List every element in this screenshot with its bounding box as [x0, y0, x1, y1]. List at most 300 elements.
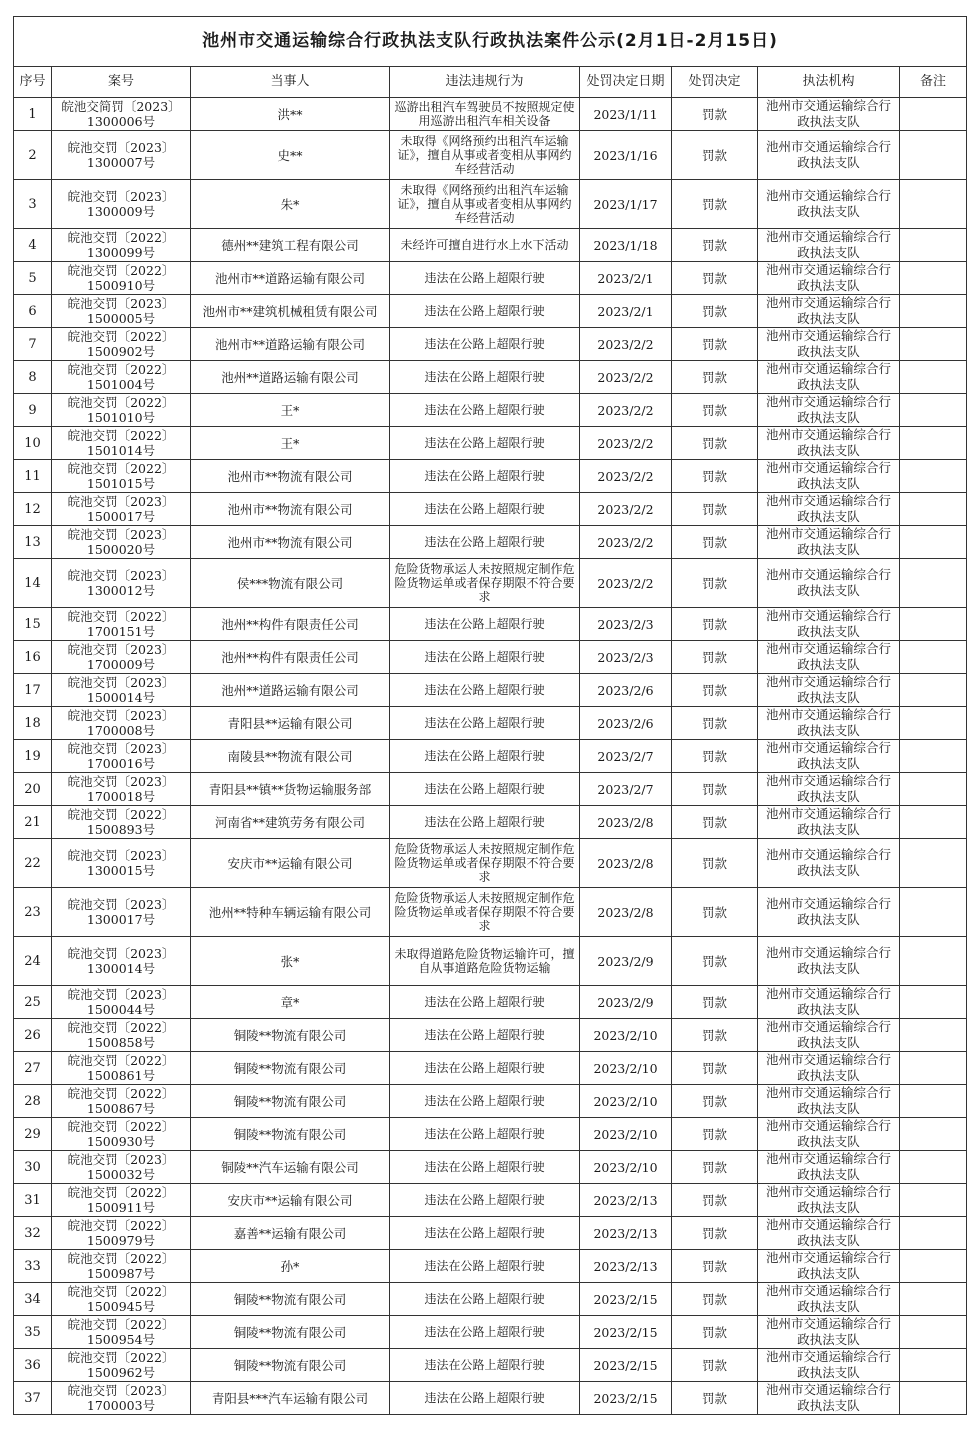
- decision-type: 罚款: [672, 1382, 758, 1415]
- header-note: 备注: [900, 67, 967, 98]
- case-number: 皖池交罚〔2022〕1500893号: [52, 806, 191, 839]
- case-number: 皖池交罚〔2023〕1700008号: [52, 707, 191, 740]
- row-number: 10: [14, 427, 52, 460]
- case-number: 皖池交罚〔2022〕1500945号: [52, 1283, 191, 1316]
- party-name: 池州市**物流有限公司: [191, 493, 390, 526]
- decision-type: 罚款: [672, 1316, 758, 1349]
- header-row: [14, 67, 967, 98]
- violation-text: 违法在公路上超限行驶: [390, 674, 580, 707]
- case-number: 皖池交罚〔2022〕1500858号: [52, 1019, 191, 1052]
- decision-type: 罚款: [672, 937, 758, 986]
- decision-type: 罚款: [672, 986, 758, 1019]
- agency-name: 池州市交通运输综合行政执法支队: [758, 1250, 900, 1283]
- row-number: 21: [14, 806, 52, 839]
- row-number: 22: [14, 839, 52, 888]
- decision-date: 2023/2/6: [580, 674, 672, 707]
- agency-name: 池州市交通运输综合行政执法支队: [758, 707, 900, 740]
- agency-name: 池州市交通运输综合行政执法支队: [758, 493, 900, 526]
- violation-text: 违法在公路上超限行驶: [390, 1316, 580, 1349]
- row-number: 27: [14, 1052, 52, 1085]
- party-name: 朱*: [191, 180, 390, 229]
- note-cell: [900, 1151, 967, 1184]
- table-row: [14, 937, 967, 986]
- row-number: 35: [14, 1316, 52, 1349]
- table-row: [14, 888, 967, 937]
- party-name: 池州**特种车辆运输有限公司: [191, 888, 390, 937]
- case-number: 皖池交罚〔2022〕1500911号: [52, 1184, 191, 1217]
- party-name: 德州**建筑工程有限公司: [191, 229, 390, 262]
- decision-type: 罚款: [672, 131, 758, 180]
- case-number: 皖池交罚〔2023〕1300009号: [52, 180, 191, 229]
- note-cell: [900, 262, 967, 295]
- decision-date: 2023/2/2: [580, 460, 672, 493]
- row-number: 5: [14, 262, 52, 295]
- case-number: 皖池交罚〔2023〕1500032号: [52, 1151, 191, 1184]
- table-row: [14, 1316, 967, 1349]
- party-name: 池州市**道路运输有限公司: [191, 262, 390, 295]
- row-number: 14: [14, 559, 52, 608]
- violation-text: 未取得《网络预约出租汽车运输证》，擅自从事或者变相从事网约车经营活动: [390, 180, 580, 229]
- case-number: 皖池交罚〔2022〕1500979号: [52, 1217, 191, 1250]
- row-number: 33: [14, 1250, 52, 1283]
- note-cell: [900, 674, 967, 707]
- party-name: 池州**构件有限责任公司: [191, 641, 390, 674]
- row-number: 8: [14, 361, 52, 394]
- violation-text: 违法在公路上超限行驶: [390, 1217, 580, 1250]
- case-number: 皖池交罚〔2023〕1300007号: [52, 131, 191, 180]
- agency-name: 池州市交通运输综合行政执法支队: [758, 229, 900, 262]
- note-cell: [900, 839, 967, 888]
- violation-text: 违法在公路上超限行驶: [390, 1184, 580, 1217]
- decision-type: 罚款: [672, 361, 758, 394]
- table-row: [14, 559, 967, 608]
- party-name: 铜陵**物流有限公司: [191, 1118, 390, 1151]
- decision-date: 2023/1/16: [580, 131, 672, 180]
- violation-text: 未取得《网络预约出租汽车运输证》，擅自从事或者变相从事网约车经营活动: [390, 131, 580, 180]
- row-number: 31: [14, 1184, 52, 1217]
- note-cell: [900, 806, 967, 839]
- violation-text: 违法在公路上超限行驶: [390, 1250, 580, 1283]
- case-number: 皖池交罚〔2022〕1300099号: [52, 229, 191, 262]
- decision-type: 罚款: [672, 707, 758, 740]
- note-cell: [900, 427, 967, 460]
- decision-type: 罚款: [672, 1085, 758, 1118]
- row-number: 6: [14, 295, 52, 328]
- agency-name: 池州市交通运输综合行政执法支队: [758, 773, 900, 806]
- header-party: 当事人: [191, 67, 390, 98]
- decision-date: 2023/1/18: [580, 229, 672, 262]
- header-decision-date: 处罚决定日期: [580, 67, 672, 98]
- row-number: 37: [14, 1382, 52, 1415]
- agency-name: 池州市交通运输综合行政执法支队: [758, 1052, 900, 1085]
- table-row: [14, 773, 967, 806]
- note-cell: [900, 394, 967, 427]
- agency-name: 池州市交通运输综合行政执法支队: [758, 295, 900, 328]
- violation-text: 未经许可擅自进行水上水下活动: [390, 229, 580, 262]
- decision-type: 罚款: [672, 674, 758, 707]
- agency-name: 池州市交通运输综合行政执法支队: [758, 1283, 900, 1316]
- title-row: [14, 17, 967, 67]
- violation-text: 违法在公路上超限行驶: [390, 262, 580, 295]
- header-no: 序号: [14, 67, 52, 98]
- party-name: 池州市**建筑机械租赁有限公司: [191, 295, 390, 328]
- decision-date: 2023/2/6: [580, 707, 672, 740]
- decision-date: 2023/2/2: [580, 526, 672, 559]
- violation-text: 违法在公路上超限行驶: [390, 361, 580, 394]
- decision-type: 罚款: [672, 839, 758, 888]
- agency-name: 池州市交通运输综合行政执法支队: [758, 98, 900, 131]
- row-number: 32: [14, 1217, 52, 1250]
- violation-text: 危险货物承运人未按照规定制作危险货物运单或者保存期限不符合要求: [390, 839, 580, 888]
- violation-text: 违法在公路上超限行驶: [390, 295, 580, 328]
- decision-date: 2023/2/1: [580, 295, 672, 328]
- violation-text: 违法在公路上超限行驶: [390, 1085, 580, 1118]
- note-cell: [900, 1052, 967, 1085]
- violation-text: 违法在公路上超限行驶: [390, 707, 580, 740]
- case-number: 皖池交罚〔2023〕1500017号: [52, 493, 191, 526]
- decision-date: 2023/1/11: [580, 98, 672, 131]
- row-number: 29: [14, 1118, 52, 1151]
- party-name: 铜陵**物流有限公司: [191, 1052, 390, 1085]
- party-name: 章*: [191, 986, 390, 1019]
- note-cell: [900, 1382, 967, 1415]
- party-name: 南陵县**物流有限公司: [191, 740, 390, 773]
- table-row: [14, 839, 967, 888]
- case-number: 皖池交罚〔2022〕1501015号: [52, 460, 191, 493]
- case-number: 皖池交罚〔2023〕1500005号: [52, 295, 191, 328]
- table-row: [14, 493, 967, 526]
- table-row: [14, 460, 967, 493]
- decision-date: 2023/2/8: [580, 806, 672, 839]
- violation-text: 违法在公路上超限行驶: [390, 740, 580, 773]
- row-number: 12: [14, 493, 52, 526]
- case-number: 皖池交简罚〔2023〕1300006号: [52, 98, 191, 131]
- case-table-container: [13, 16, 966, 1415]
- decision-type: 罚款: [672, 1349, 758, 1382]
- decision-date: 2023/2/13: [580, 1217, 672, 1250]
- decision-date: 2023/2/3: [580, 641, 672, 674]
- table-row: [14, 98, 967, 131]
- party-name: 孙*: [191, 1250, 390, 1283]
- violation-text: 违法在公路上超限行驶: [390, 1382, 580, 1415]
- row-number: 7: [14, 328, 52, 361]
- decision-type: 罚款: [672, 526, 758, 559]
- agency-name: 池州市交通运输综合行政执法支队: [758, 1349, 900, 1382]
- decision-date: 2023/2/15: [580, 1382, 672, 1415]
- table-row: [14, 1217, 967, 1250]
- agency-name: 池州市交通运输综合行政执法支队: [758, 986, 900, 1019]
- agency-name: 池州市交通运输综合行政执法支队: [758, 180, 900, 229]
- decision-type: 罚款: [672, 229, 758, 262]
- note-cell: [900, 1118, 967, 1151]
- agency-name: 池州市交通运输综合行政执法支队: [758, 888, 900, 937]
- row-number: 4: [14, 229, 52, 262]
- table-body: [14, 98, 967, 1415]
- row-number: 15: [14, 608, 52, 641]
- table-row: [14, 1118, 967, 1151]
- table-row: [14, 674, 967, 707]
- note-cell: [900, 1316, 967, 1349]
- party-name: 安庆市**运输有限公司: [191, 1184, 390, 1217]
- party-name: 铜陵**物流有限公司: [191, 1349, 390, 1382]
- row-number: 3: [14, 180, 52, 229]
- case-number: 皖池交罚〔2023〕1500044号: [52, 986, 191, 1019]
- decision-type: 罚款: [672, 1217, 758, 1250]
- party-name: 青阳县***汽车运输有限公司: [191, 1382, 390, 1415]
- agency-name: 池州市交通运输综合行政执法支队: [758, 608, 900, 641]
- agency-name: 池州市交通运输综合行政执法支队: [758, 1118, 900, 1151]
- violation-text: 违法在公路上超限行驶: [390, 1052, 580, 1085]
- decision-type: 罚款: [672, 641, 758, 674]
- agency-name: 池州市交通运输综合行政执法支队: [758, 460, 900, 493]
- decision-date: 2023/2/3: [580, 608, 672, 641]
- decision-type: 罚款: [672, 394, 758, 427]
- violation-text: 违法在公路上超限行驶: [390, 394, 580, 427]
- row-number: 9: [14, 394, 52, 427]
- case-number: 皖池交罚〔2023〕1700018号: [52, 773, 191, 806]
- violation-text: 违法在公路上超限行驶: [390, 608, 580, 641]
- note-cell: [900, 1085, 967, 1118]
- case-number: 皖池交罚〔2023〕1500020号: [52, 526, 191, 559]
- table-row: [14, 1283, 967, 1316]
- row-number: 24: [14, 937, 52, 986]
- table-row: [14, 1382, 967, 1415]
- decision-type: 罚款: [672, 1151, 758, 1184]
- table-row: [14, 740, 967, 773]
- note-cell: [900, 641, 967, 674]
- party-name: 侯***物流有限公司: [191, 559, 390, 608]
- agency-name: 池州市交通运输综合行政执法支队: [758, 1316, 900, 1349]
- case-number: 皖池交罚〔2022〕1700151号: [52, 608, 191, 641]
- violation-text: 违法在公路上超限行驶: [390, 641, 580, 674]
- decision-date: 2023/2/15: [580, 1316, 672, 1349]
- case-number: 皖池交罚〔2023〕1700003号: [52, 1382, 191, 1415]
- decision-type: 罚款: [672, 328, 758, 361]
- row-number: 11: [14, 460, 52, 493]
- case-number: 皖池交罚〔2022〕1501014号: [52, 427, 191, 460]
- party-name: 铜陵**物流有限公司: [191, 1316, 390, 1349]
- case-number: 皖池交罚〔2023〕1700016号: [52, 740, 191, 773]
- case-number: 皖池交罚〔2022〕1501010号: [52, 394, 191, 427]
- agency-name: 池州市交通运输综合行政执法支队: [758, 1184, 900, 1217]
- note-cell: [900, 559, 967, 608]
- party-name: 嘉善**运输有限公司: [191, 1217, 390, 1250]
- note-cell: [900, 361, 967, 394]
- note-cell: [900, 460, 967, 493]
- decision-type: 罚款: [672, 740, 758, 773]
- decision-type: 罚款: [672, 806, 758, 839]
- agency-name: 池州市交通运输综合行政执法支队: [758, 559, 900, 608]
- decision-date: 2023/2/8: [580, 839, 672, 888]
- table-row: [14, 361, 967, 394]
- party-name: 池州市**物流有限公司: [191, 526, 390, 559]
- agency-name: 池州市交通运输综合行政执法支队: [758, 1019, 900, 1052]
- agency-name: 池州市交通运输综合行政执法支队: [758, 394, 900, 427]
- decision-type: 罚款: [672, 1118, 758, 1151]
- decision-type: 罚款: [672, 262, 758, 295]
- agency-name: 池州市交通运输综合行政执法支队: [758, 262, 900, 295]
- party-name: 河南省**建筑劳务有限公司: [191, 806, 390, 839]
- decision-date: 2023/2/15: [580, 1283, 672, 1316]
- decision-date: 2023/2/2: [580, 493, 672, 526]
- case-number: 皖池交罚〔2022〕1500954号: [52, 1316, 191, 1349]
- party-name: 池州市**物流有限公司: [191, 460, 390, 493]
- agency-name: 池州市交通运输综合行政执法支队: [758, 427, 900, 460]
- decision-type: 罚款: [672, 1283, 758, 1316]
- note-cell: [900, 1184, 967, 1217]
- note-cell: [900, 937, 967, 986]
- violation-text: 违法在公路上超限行驶: [390, 1283, 580, 1316]
- table-row: [14, 229, 967, 262]
- violation-text: 危险货物承运人未按照规定制作危险货物运单或者保存期限不符合要求: [390, 888, 580, 937]
- decision-type: 罚款: [672, 1052, 758, 1085]
- table-row: [14, 1151, 967, 1184]
- table-row: [14, 180, 967, 229]
- row-number: 36: [14, 1349, 52, 1382]
- table-row: [14, 1052, 967, 1085]
- table-row: [14, 262, 967, 295]
- header-case-number: 案号: [52, 67, 191, 98]
- row-number: 16: [14, 641, 52, 674]
- note-cell: [900, 328, 967, 361]
- party-name: 王*: [191, 394, 390, 427]
- note-cell: [900, 295, 967, 328]
- case-number: 皖池交罚〔2022〕1500902号: [52, 328, 191, 361]
- case-number: 皖池交罚〔2023〕1700009号: [52, 641, 191, 674]
- decision-type: 罚款: [672, 1250, 758, 1283]
- decision-date: 2023/2/2: [580, 361, 672, 394]
- decision-date: 2023/2/7: [580, 773, 672, 806]
- agency-name: 池州市交通运输综合行政执法支队: [758, 361, 900, 394]
- agency-name: 池州市交通运输综合行政执法支队: [758, 526, 900, 559]
- row-number: 23: [14, 888, 52, 937]
- note-cell: [900, 526, 967, 559]
- table-row: [14, 295, 967, 328]
- header-agency: 执法机构: [758, 67, 900, 98]
- violation-text: 违法在公路上超限行驶: [390, 460, 580, 493]
- violation-text: 违法在公路上超限行驶: [390, 1151, 580, 1184]
- violation-text: 违法在公路上超限行驶: [390, 427, 580, 460]
- row-number: 19: [14, 740, 52, 773]
- page-title: 池州市交通运输综合行政执法支队行政执法案件公示(2月1日-2月15日): [14, 17, 967, 67]
- case-number: 皖池交罚〔2022〕1500867号: [52, 1085, 191, 1118]
- decision-type: 罚款: [672, 608, 758, 641]
- case-number: 皖池交罚〔2023〕1300015号: [52, 839, 191, 888]
- row-number: 28: [14, 1085, 52, 1118]
- party-name: 洪**: [191, 98, 390, 131]
- table-row: [14, 131, 967, 180]
- note-cell: [900, 493, 967, 526]
- party-name: 池州**构件有限责任公司: [191, 608, 390, 641]
- violation-text: 违法在公路上超限行驶: [390, 328, 580, 361]
- row-number: 2: [14, 131, 52, 180]
- decision-date: 2023/2/8: [580, 888, 672, 937]
- party-name: 青阳县**镇**货物运输服务部: [191, 773, 390, 806]
- table-row: [14, 427, 967, 460]
- note-cell: [900, 707, 967, 740]
- agency-name: 池州市交通运输综合行政执法支队: [758, 1217, 900, 1250]
- table-row: [14, 394, 967, 427]
- case-number: 皖池交罚〔2022〕1500930号: [52, 1118, 191, 1151]
- agency-name: 池州市交通运输综合行政执法支队: [758, 131, 900, 180]
- note-cell: [900, 986, 967, 1019]
- party-name: 王*: [191, 427, 390, 460]
- decision-date: 2023/2/10: [580, 1052, 672, 1085]
- decision-date: 2023/2/2: [580, 394, 672, 427]
- note-cell: [900, 888, 967, 937]
- agency-name: 池州市交通运输综合行政执法支队: [758, 1085, 900, 1118]
- agency-name: 池州市交通运输综合行政执法支队: [758, 1151, 900, 1184]
- decision-type: 罚款: [672, 1019, 758, 1052]
- note-cell: [900, 1349, 967, 1382]
- decision-date: 2023/2/2: [580, 328, 672, 361]
- agency-name: 池州市交通运输综合行政执法支队: [758, 328, 900, 361]
- party-name: 铜陵**汽车运输有限公司: [191, 1151, 390, 1184]
- agency-name: 池州市交通运输综合行政执法支队: [758, 806, 900, 839]
- decision-date: 2023/2/10: [580, 1151, 672, 1184]
- violation-text: 违法在公路上超限行驶: [390, 493, 580, 526]
- party-name: 张*: [191, 937, 390, 986]
- violation-text: 违法在公路上超限行驶: [390, 986, 580, 1019]
- decision-type: 罚款: [672, 98, 758, 131]
- decision-date: 2023/1/17: [580, 180, 672, 229]
- agency-name: 池州市交通运输综合行政执法支队: [758, 937, 900, 986]
- header-decision: 处罚决定: [672, 67, 758, 98]
- violation-text: 危险货物承运人未按照规定制作危险货物运单或者保存期限不符合要求: [390, 559, 580, 608]
- decision-date: 2023/2/2: [580, 427, 672, 460]
- agency-name: 池州市交通运输综合行政执法支队: [758, 839, 900, 888]
- row-number: 13: [14, 526, 52, 559]
- note-cell: [900, 98, 967, 131]
- agency-name: 池州市交通运输综合行政执法支队: [758, 1382, 900, 1415]
- case-number: 皖池交罚〔2022〕1500910号: [52, 262, 191, 295]
- row-number: 20: [14, 773, 52, 806]
- violation-text: 未取得道路危险货物运输许可，擅自从事道路危险货物运输: [390, 937, 580, 986]
- row-number: 1: [14, 98, 52, 131]
- note-cell: [900, 1217, 967, 1250]
- party-name: 安庆市**运输有限公司: [191, 839, 390, 888]
- decision-type: 罚款: [672, 559, 758, 608]
- case-number: 皖池交罚〔2022〕1500861号: [52, 1052, 191, 1085]
- case-number: 皖池交罚〔2023〕1300012号: [52, 559, 191, 608]
- violation-text: 违法在公路上超限行驶: [390, 1349, 580, 1382]
- case-table: [13, 16, 967, 1415]
- table-row: [14, 1184, 967, 1217]
- case-number: 皖池交罚〔2023〕1500014号: [52, 674, 191, 707]
- table-row: [14, 986, 967, 1019]
- table-row: [14, 806, 967, 839]
- row-number: 30: [14, 1151, 52, 1184]
- party-name: 铜陵**物流有限公司: [191, 1283, 390, 1316]
- table-row: [14, 328, 967, 361]
- agency-name: 池州市交通运输综合行政执法支队: [758, 641, 900, 674]
- decision-date: 2023/2/2: [580, 559, 672, 608]
- decision-type: 罚款: [672, 427, 758, 460]
- note-cell: [900, 1283, 967, 1316]
- decision-type: 罚款: [672, 773, 758, 806]
- note-cell: [900, 608, 967, 641]
- decision-date: 2023/2/7: [580, 740, 672, 773]
- note-cell: [900, 1019, 967, 1052]
- note-cell: [900, 740, 967, 773]
- table-row: [14, 707, 967, 740]
- decision-date: 2023/2/9: [580, 937, 672, 986]
- row-number: 34: [14, 1283, 52, 1316]
- case-number: 皖池交罚〔2023〕1300017号: [52, 888, 191, 937]
- party-name: 铜陵**物流有限公司: [191, 1019, 390, 1052]
- party-name: 池州**道路运输有限公司: [191, 674, 390, 707]
- table-row: [14, 608, 967, 641]
